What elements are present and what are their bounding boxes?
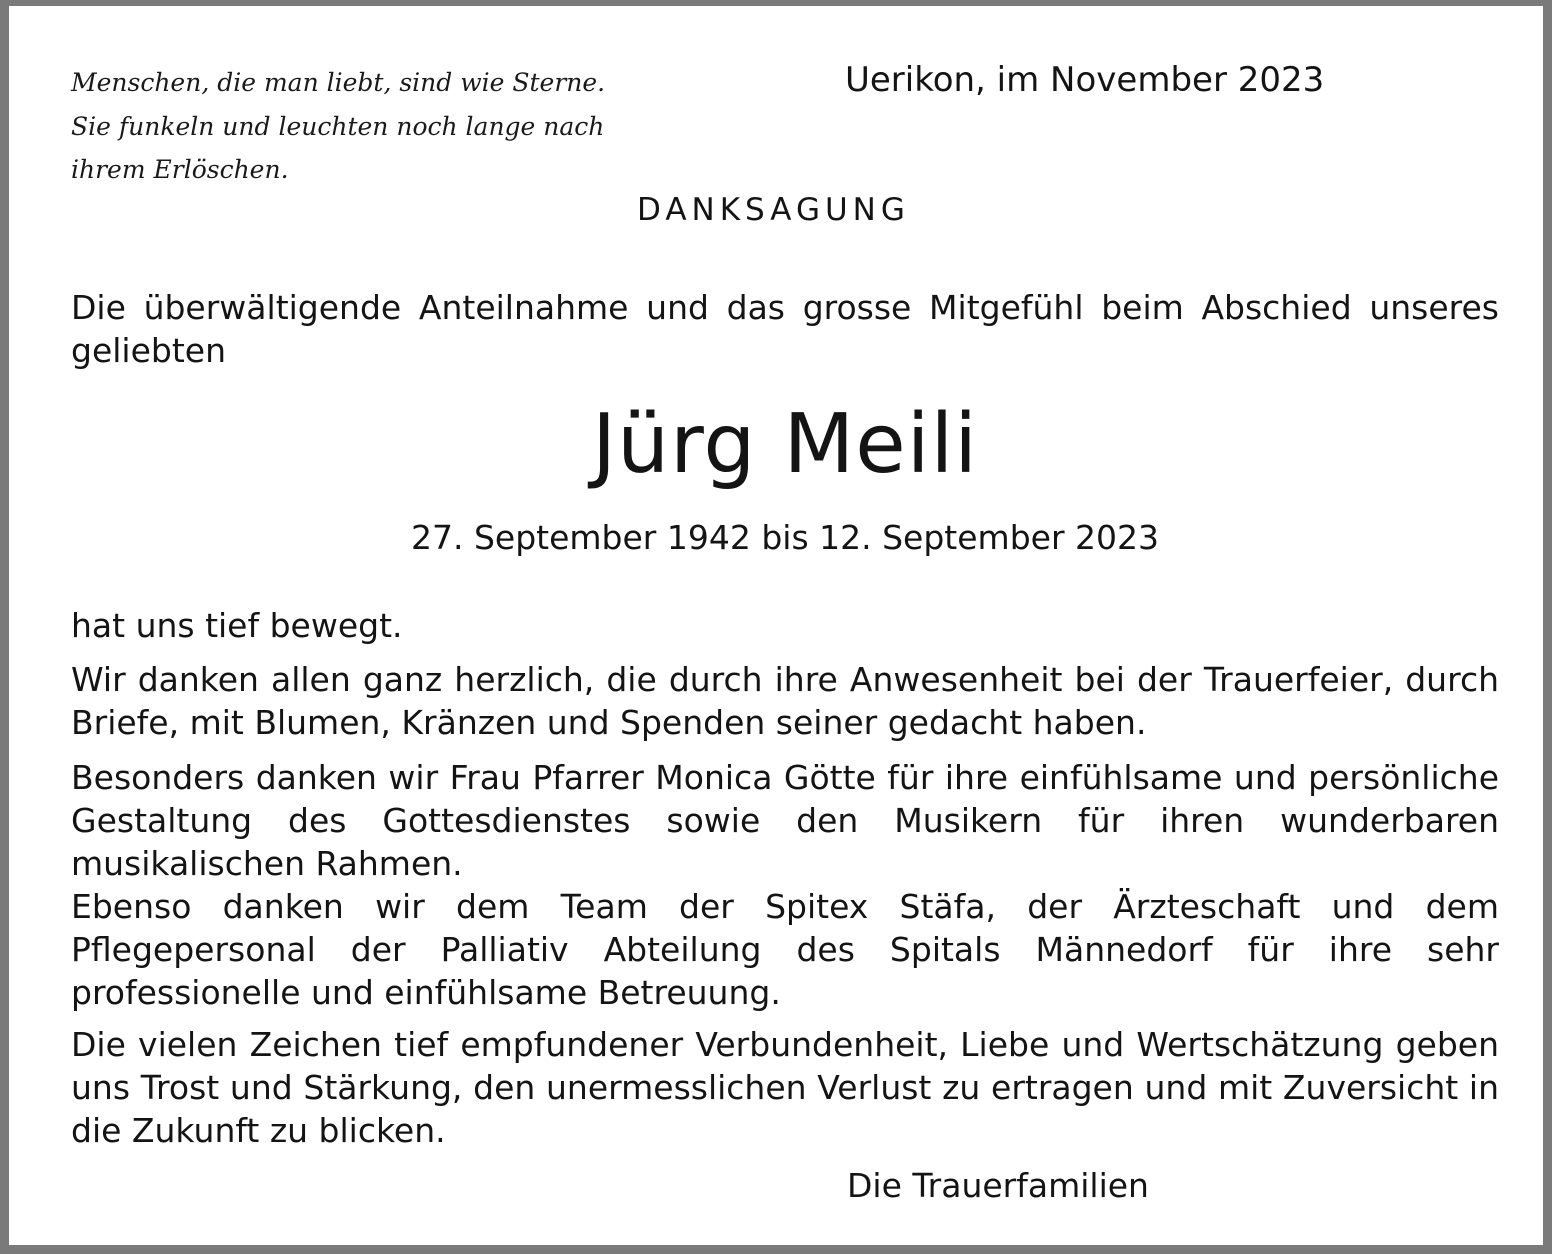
quote-line-2: Sie funkeln und leuchten noch lange nach	[71, 112, 605, 141]
intro-paragraph: Die überwältigende Anteilnahme und das grosse Mitgefühl beim Abschied unseres geliebten	[71, 288, 1499, 370]
place-date: Uerikon, im November 2023	[845, 60, 1325, 100]
life-dates: 27. September 1942 bis 12. September 2023	[411, 518, 1159, 557]
thanks-paragraph: Wir danken allen ganz herzlich, die durch ihre Anwesenheit bei der Trauerfeier, durch Briefe, mit Blumen, Kränzen und Spenden seiner gedacht haben.	[71, 660, 1499, 742]
notice-heading: DANKSAGUNG	[637, 192, 910, 228]
quote-line-1: Menschen, die man liebt, sind wie Sterne.	[71, 68, 606, 97]
deceased-name: Jürg Meili	[591, 397, 979, 492]
signature: Die Trauerfamilien	[847, 1166, 1149, 1205]
special-thanks-paragraph: Besonders danken wir Frau Pfarrer Monica Götte für ihre einfühlsame und persönliche Gestaltung des Gottesdienstes sowie den Musikern für ihren wunderbaren musikalischen Rahmen.	[71, 758, 1499, 883]
closing-paragraph: Die vielen Zeichen tief empfundener Verbundenheit, Liebe und Wertschätzung geben uns Trost und Stärkung, den unermesslichen Verlust zu ertragen und mit Zuversicht in die Zukunft zu blicken.	[71, 1025, 1499, 1150]
moved-paragraph: hat uns tief bewegt.	[71, 606, 403, 645]
care-thanks-paragraph: Ebenso danken wir dem Team der Spitex Stäfa, der Ärzteschaft und dem Pflegepersonal der Palliativ Abteilung des Spitals Männedorf für ihre sehr professionelle und einfühlsame Betreuung.	[71, 887, 1499, 1012]
quote-line-3: ihrem Erlöschen.	[71, 155, 289, 184]
